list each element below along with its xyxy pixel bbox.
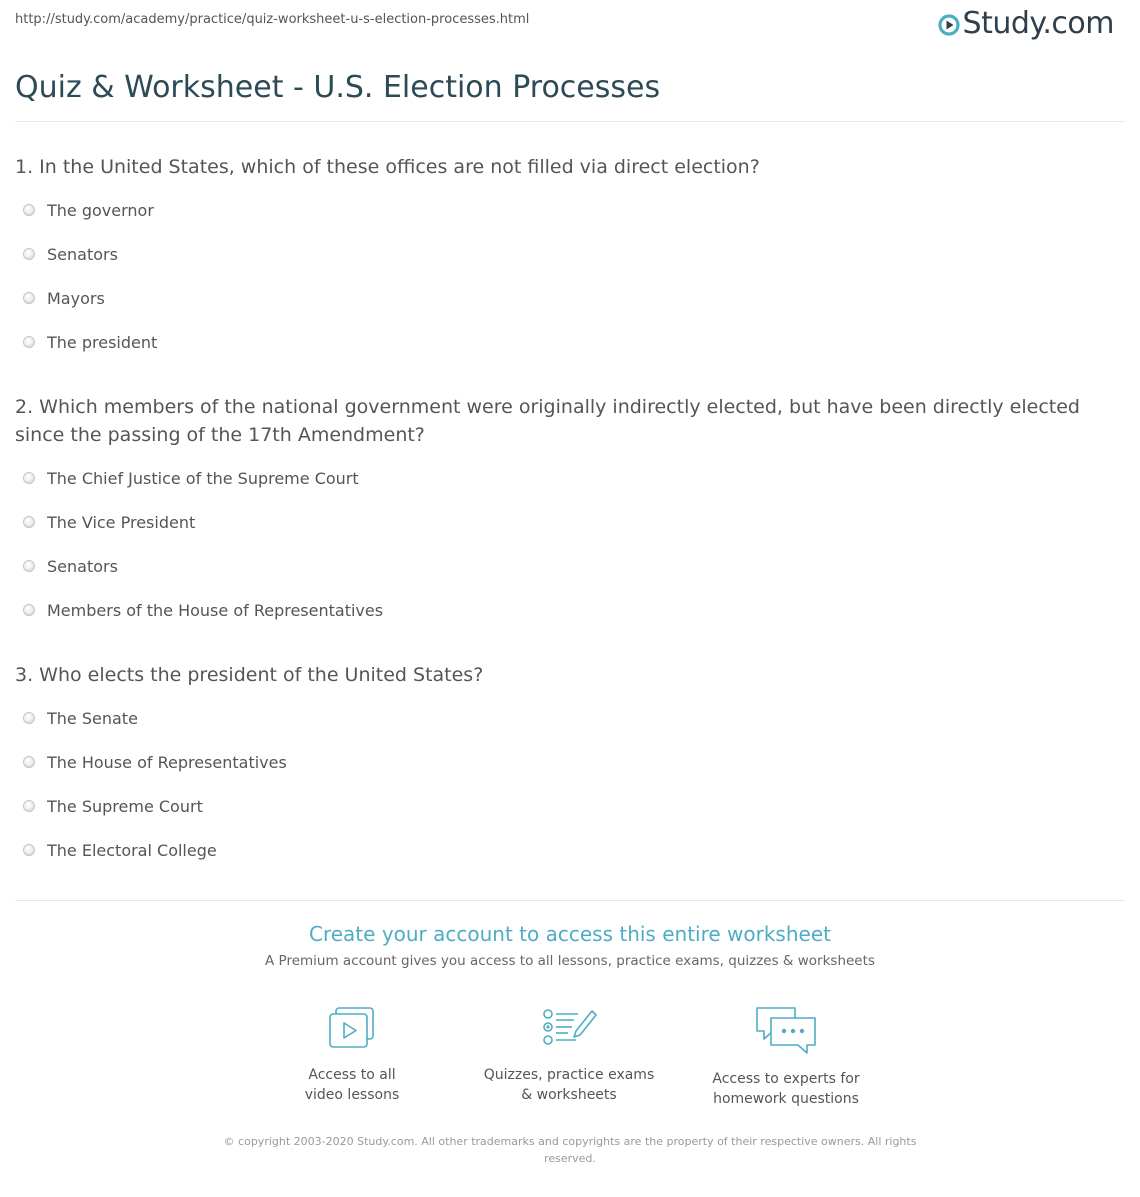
answer-option[interactable] (23, 555, 118, 577)
feature-line: & worksheets (521, 1087, 617, 1103)
radio-button[interactable] (23, 844, 35, 856)
chat-bubbles-icon (753, 1005, 819, 1055)
answer-label: The governor (47, 200, 154, 220)
answer-label: The Senate (47, 708, 138, 728)
feature-line: Access to all (308, 1067, 396, 1083)
feature-video-lessons (257, 1005, 447, 1105)
feature-quizzes (474, 1005, 664, 1105)
answer-option[interactable] (23, 331, 157, 353)
title-divider (15, 121, 1125, 122)
feature-text (691, 1069, 881, 1109)
answer-option[interactable] (23, 839, 217, 861)
page-url: http://study.com/academy/practice/quiz-worksheet-u-s-election-processes.html (15, 12, 530, 27)
answer-label: The Vice President (47, 512, 196, 532)
answer-option[interactable] (23, 707, 138, 729)
quiz-checklist-icon (540, 1005, 598, 1051)
radio-button[interactable] (23, 248, 35, 260)
radio-button[interactable] (23, 292, 35, 304)
answer-label: The Supreme Court (47, 796, 203, 816)
answer-option[interactable] (23, 751, 287, 773)
question-2: 2. Which members of the national government were originally indirectly elected, but have been directly elected since the passing of the 17th Amendment? (15, 396, 1080, 446)
radio-button[interactable] (23, 204, 35, 216)
play-circle-icon (938, 14, 960, 36)
answer-label: Members of the House of Representatives (47, 600, 384, 620)
feature-line: video lessons (304, 1087, 400, 1103)
section-divider (15, 900, 1125, 901)
cta-subtitle: A Premium account gives you access to all lessons, practice exams, quizzes & worksheets (265, 953, 875, 969)
answer-option[interactable] (23, 511, 195, 533)
answer-option[interactable] (23, 199, 154, 221)
question-3: 3. Who elects the president of the United States? (15, 664, 484, 686)
answer-label: The Chief Justice of the Supreme Court (47, 468, 359, 488)
radio-button[interactable] (23, 472, 35, 484)
answer-option[interactable] (23, 243, 118, 265)
feature-text (474, 1065, 664, 1105)
answer-label: The House of Representatives (47, 752, 287, 772)
study-logo[interactable] (938, 6, 1114, 41)
radio-button[interactable] (23, 756, 35, 768)
page-title: Quiz & Worksheet - U.S. Election Processes (15, 70, 661, 105)
answer-label: The president (47, 332, 158, 352)
radio-button[interactable] (23, 604, 35, 616)
answer-option[interactable] (23, 467, 359, 489)
feature-line: Access to experts for (712, 1071, 860, 1087)
radio-button[interactable] (23, 336, 35, 348)
answer-option[interactable] (23, 599, 383, 621)
answer-label: Senators (47, 244, 118, 264)
feature-line: homework questions (713, 1091, 859, 1107)
radio-button[interactable] (23, 712, 35, 724)
page-header (0, 0, 1140, 60)
feature-text (257, 1065, 447, 1105)
radio-button[interactable] (23, 560, 35, 572)
radio-button[interactable] (23, 516, 35, 528)
answer-label: The Electoral College (47, 840, 217, 860)
cta-title[interactable]: Create your account to access this entire worksheet (309, 922, 831, 946)
answer-option[interactable] (23, 287, 105, 309)
answer-label: Mayors (47, 288, 105, 308)
answer-label: Senators (47, 556, 118, 576)
radio-button[interactable] (23, 800, 35, 812)
feature-experts (691, 1005, 881, 1109)
logo-text: Study.com (962, 6, 1114, 41)
feature-line: Quizzes, practice exams (483, 1067, 655, 1083)
answer-option[interactable] (23, 795, 203, 817)
question-1: 1. In the United States, which of these offices are not filled via direct election? (15, 156, 760, 178)
video-lessons-icon (326, 1005, 378, 1051)
copyright-footer: © copyright 2003-2020 Study.com. All other trademarks and copyrights are the property of their respective owners. All rights reserved. (223, 1135, 917, 1165)
